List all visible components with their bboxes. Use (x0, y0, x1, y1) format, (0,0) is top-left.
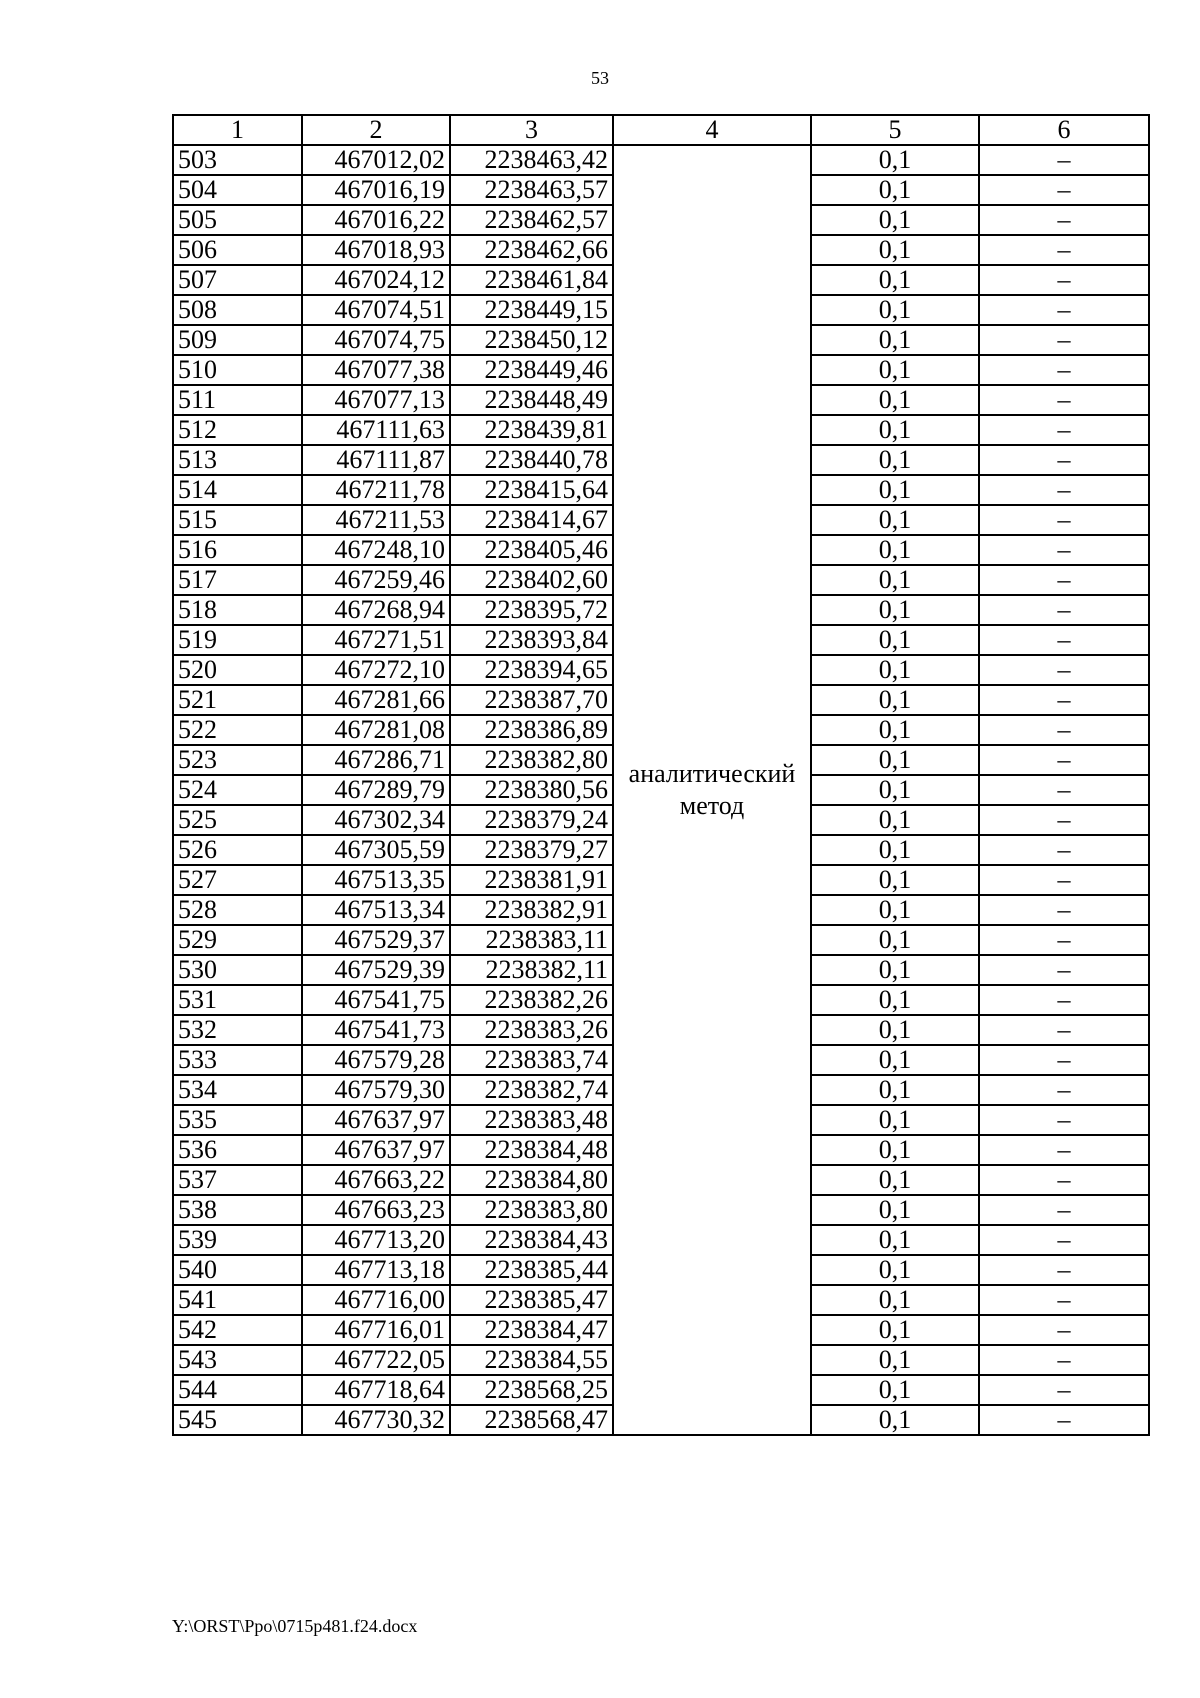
accuracy-cell: 0,1 (811, 1195, 979, 1225)
y-coordinate-cell: 2238382,26 (450, 985, 613, 1015)
y-coordinate-cell: 2238449,46 (450, 355, 613, 385)
accuracy-cell: 0,1 (811, 295, 979, 325)
y-coordinate-cell: 2238384,48 (450, 1135, 613, 1165)
x-coordinate-cell: 467637,97 (302, 1135, 450, 1165)
accuracy-cell: 0,1 (811, 1405, 979, 1435)
x-coordinate-cell: 467716,01 (302, 1315, 450, 1345)
dash-cell: – (979, 805, 1149, 835)
y-coordinate-cell: 2238463,42 (450, 145, 613, 175)
y-coordinate-cell: 2238384,80 (450, 1165, 613, 1195)
header-cell-4: 4 (613, 115, 811, 145)
accuracy-cell: 0,1 (811, 775, 979, 805)
y-coordinate-cell: 2238415,64 (450, 475, 613, 505)
dash-cell: – (979, 1405, 1149, 1435)
x-coordinate-cell: 467018,93 (302, 235, 450, 265)
accuracy-cell: 0,1 (811, 265, 979, 295)
accuracy-cell: 0,1 (811, 655, 979, 685)
x-coordinate-cell: 467529,39 (302, 955, 450, 985)
dash-cell: – (979, 235, 1149, 265)
table-header-row (173, 115, 1149, 145)
point-number-cell: 511 (173, 385, 302, 415)
x-coordinate-cell: 467272,10 (302, 655, 450, 685)
dash-cell: – (979, 325, 1149, 355)
coordinates-table (172, 114, 1150, 1436)
x-coordinate-cell: 467016,19 (302, 175, 450, 205)
accuracy-cell: 0,1 (811, 715, 979, 745)
point-number-cell: 541 (173, 1285, 302, 1315)
accuracy-cell: 0,1 (811, 985, 979, 1015)
point-number-cell: 538 (173, 1195, 302, 1225)
accuracy-cell: 0,1 (811, 565, 979, 595)
dash-cell: – (979, 265, 1149, 295)
x-coordinate-cell: 467024,12 (302, 265, 450, 295)
y-coordinate-cell: 2238414,67 (450, 505, 613, 535)
dash-cell: – (979, 865, 1149, 895)
point-number-cell: 503 (173, 145, 302, 175)
x-coordinate-cell: 467663,22 (302, 1165, 450, 1195)
method-cell (613, 145, 811, 1435)
accuracy-cell: 0,1 (811, 175, 979, 205)
accuracy-cell: 0,1 (811, 1375, 979, 1405)
header-cell-1: 1 (173, 115, 302, 145)
x-coordinate-cell: 467271,51 (302, 625, 450, 655)
dash-cell: – (979, 655, 1149, 685)
dash-cell: – (979, 1105, 1149, 1135)
point-number-cell: 515 (173, 505, 302, 535)
dash-cell: – (979, 295, 1149, 325)
y-coordinate-cell: 2238382,74 (450, 1075, 613, 1105)
point-number-cell: 521 (173, 685, 302, 715)
x-coordinate-cell: 467716,00 (302, 1285, 450, 1315)
x-coordinate-cell: 467722,05 (302, 1345, 450, 1375)
x-coordinate-cell: 467286,71 (302, 745, 450, 775)
point-number-cell: 512 (173, 415, 302, 445)
y-coordinate-cell: 2238394,65 (450, 655, 613, 685)
dash-cell: – (979, 685, 1149, 715)
x-coordinate-cell: 467111,63 (302, 415, 450, 445)
point-number-cell: 528 (173, 895, 302, 925)
dash-cell: – (979, 895, 1149, 925)
y-coordinate-cell: 2238448,49 (450, 385, 613, 415)
x-coordinate-cell: 467713,18 (302, 1255, 450, 1285)
y-coordinate-cell: 2238379,24 (450, 805, 613, 835)
accuracy-cell: 0,1 (811, 805, 979, 835)
dash-cell: – (979, 1195, 1149, 1225)
point-number-cell: 534 (173, 1075, 302, 1105)
accuracy-cell: 0,1 (811, 625, 979, 655)
x-coordinate-cell: 467718,64 (302, 1375, 450, 1405)
y-coordinate-cell: 2238381,91 (450, 865, 613, 895)
x-coordinate-cell: 467211,53 (302, 505, 450, 535)
x-coordinate-cell: 467579,30 (302, 1075, 450, 1105)
y-coordinate-cell: 2238450,12 (450, 325, 613, 355)
accuracy-cell: 0,1 (811, 415, 979, 445)
dash-cell: – (979, 505, 1149, 535)
accuracy-cell: 0,1 (811, 505, 979, 535)
y-coordinate-cell: 2238384,47 (450, 1315, 613, 1345)
accuracy-cell: 0,1 (811, 325, 979, 355)
accuracy-cell: 0,1 (811, 205, 979, 235)
accuracy-cell: 0,1 (811, 835, 979, 865)
point-number-cell: 533 (173, 1045, 302, 1075)
point-number-cell: 537 (173, 1165, 302, 1195)
x-coordinate-cell: 467248,10 (302, 535, 450, 565)
dash-cell: – (979, 1165, 1149, 1195)
y-coordinate-cell: 2238382,91 (450, 895, 613, 925)
y-coordinate-cell: 2238383,48 (450, 1105, 613, 1135)
accuracy-cell: 0,1 (811, 1345, 979, 1375)
dash-cell: – (979, 775, 1149, 805)
x-coordinate-cell: 467637,97 (302, 1105, 450, 1135)
page-number: 53 (591, 68, 609, 88)
point-number-cell: 523 (173, 745, 302, 775)
y-coordinate-cell: 2238383,80 (450, 1195, 613, 1225)
accuracy-cell: 0,1 (811, 925, 979, 955)
y-coordinate-cell: 2238379,27 (450, 835, 613, 865)
x-coordinate-cell: 467016,22 (302, 205, 450, 235)
header-cell-3: 3 (450, 115, 613, 145)
accuracy-cell: 0,1 (811, 1165, 979, 1195)
accuracy-cell: 0,1 (811, 535, 979, 565)
y-coordinate-cell: 2238385,47 (450, 1285, 613, 1315)
y-coordinate-cell: 2238385,44 (450, 1255, 613, 1285)
accuracy-cell: 0,1 (811, 1225, 979, 1255)
x-coordinate-cell: 467713,20 (302, 1225, 450, 1255)
accuracy-cell: 0,1 (811, 745, 979, 775)
x-coordinate-cell: 467281,08 (302, 715, 450, 745)
accuracy-cell: 0,1 (811, 685, 979, 715)
x-coordinate-cell: 467077,13 (302, 385, 450, 415)
dash-cell: – (979, 1075, 1149, 1105)
x-coordinate-cell: 467111,87 (302, 445, 450, 475)
dash-cell: – (979, 355, 1149, 385)
dash-cell: – (979, 985, 1149, 1015)
x-coordinate-cell: 467663,23 (302, 1195, 450, 1225)
point-number-cell: 527 (173, 865, 302, 895)
point-number-cell: 524 (173, 775, 302, 805)
point-number-cell: 529 (173, 925, 302, 955)
point-number-cell: 539 (173, 1225, 302, 1255)
accuracy-cell: 0,1 (811, 1135, 979, 1165)
accuracy-cell: 0,1 (811, 355, 979, 385)
y-coordinate-cell: 2238383,74 (450, 1045, 613, 1075)
x-coordinate-cell: 467268,94 (302, 595, 450, 625)
y-coordinate-cell: 2238462,57 (450, 205, 613, 235)
y-coordinate-cell: 2238382,11 (450, 955, 613, 985)
dash-cell: – (979, 625, 1149, 655)
x-coordinate-cell: 467077,38 (302, 355, 450, 385)
x-coordinate-cell: 467074,51 (302, 295, 450, 325)
method-text: метод (679, 791, 745, 820)
table-body (173, 115, 1149, 1435)
dash-cell: – (979, 1225, 1149, 1255)
accuracy-cell: 0,1 (811, 385, 979, 415)
point-number-cell: 520 (173, 655, 302, 685)
point-number-cell: 505 (173, 205, 302, 235)
y-coordinate-cell: 2238387,70 (450, 685, 613, 715)
point-number-cell: 507 (173, 265, 302, 295)
accuracy-cell: 0,1 (811, 475, 979, 505)
point-number-cell: 518 (173, 595, 302, 625)
file-path-footer: Y:\ORST\Ppo\0715p481.f24.docx (172, 1616, 418, 1636)
accuracy-cell: 0,1 (811, 895, 979, 925)
x-coordinate-cell: 467579,28 (302, 1045, 450, 1075)
point-number-cell: 530 (173, 955, 302, 985)
dash-cell: – (979, 745, 1149, 775)
accuracy-cell: 0,1 (811, 1315, 979, 1345)
y-coordinate-cell: 2238449,15 (450, 295, 613, 325)
accuracy-cell: 0,1 (811, 1015, 979, 1045)
accuracy-cell: 0,1 (811, 1255, 979, 1285)
x-coordinate-cell: 467513,35 (302, 865, 450, 895)
dash-cell: – (979, 1285, 1149, 1315)
dash-cell: – (979, 1255, 1149, 1285)
x-coordinate-cell: 467211,78 (302, 475, 450, 505)
point-number-cell: 545 (173, 1405, 302, 1435)
point-number-cell: 526 (173, 835, 302, 865)
dash-cell: – (979, 205, 1149, 235)
point-number-cell: 510 (173, 355, 302, 385)
x-coordinate-cell: 467529,37 (302, 925, 450, 955)
x-coordinate-cell: 467541,75 (302, 985, 450, 1015)
y-coordinate-cell: 2238568,47 (450, 1405, 613, 1435)
dash-cell: – (979, 385, 1149, 415)
point-number-cell: 535 (173, 1105, 302, 1135)
x-coordinate-cell: 467289,79 (302, 775, 450, 805)
header-cell-2: 2 (302, 115, 450, 145)
dash-cell: – (979, 145, 1149, 175)
point-number-cell: 525 (173, 805, 302, 835)
dash-cell: – (979, 1015, 1149, 1045)
point-number-cell: 542 (173, 1315, 302, 1345)
point-number-cell: 532 (173, 1015, 302, 1045)
accuracy-cell: 0,1 (811, 445, 979, 475)
x-coordinate-cell: 467281,66 (302, 685, 450, 715)
y-coordinate-cell: 2238386,89 (450, 715, 613, 745)
y-coordinate-cell: 2238393,84 (450, 625, 613, 655)
dash-cell: – (979, 925, 1149, 955)
accuracy-cell: 0,1 (811, 865, 979, 895)
point-number-cell: 522 (173, 715, 302, 745)
point-number-cell: 514 (173, 475, 302, 505)
x-coordinate-cell: 467012,02 (302, 145, 450, 175)
dash-cell: – (979, 175, 1149, 205)
y-coordinate-cell: 2238462,66 (450, 235, 613, 265)
dash-cell: – (979, 1135, 1149, 1165)
dash-cell: – (979, 955, 1149, 985)
point-number-cell: 540 (173, 1255, 302, 1285)
accuracy-cell: 0,1 (811, 1285, 979, 1315)
accuracy-cell: 0,1 (811, 235, 979, 265)
point-number-cell: 516 (173, 535, 302, 565)
header-cell-6: 6 (979, 115, 1149, 145)
y-coordinate-cell: 2238439,81 (450, 415, 613, 445)
dash-cell: – (979, 415, 1149, 445)
y-coordinate-cell: 2238383,11 (450, 925, 613, 955)
dash-cell: – (979, 1315, 1149, 1345)
y-coordinate-cell: 2238568,25 (450, 1375, 613, 1405)
table-row (173, 145, 1149, 175)
dash-cell: – (979, 565, 1149, 595)
point-number-cell: 513 (173, 445, 302, 475)
y-coordinate-cell: 2238405,46 (450, 535, 613, 565)
point-number-cell: 504 (173, 175, 302, 205)
y-coordinate-cell: 2238402,60 (450, 565, 613, 595)
y-coordinate-cell: 2238380,56 (450, 775, 613, 805)
point-number-cell: 509 (173, 325, 302, 355)
dash-cell: – (979, 535, 1149, 565)
accuracy-cell: 0,1 (811, 1045, 979, 1075)
x-coordinate-cell: 467541,73 (302, 1015, 450, 1045)
dash-cell: – (979, 715, 1149, 745)
dash-cell: – (979, 1375, 1149, 1405)
dash-cell: – (979, 1045, 1149, 1075)
dash-cell: – (979, 445, 1149, 475)
dash-cell: – (979, 475, 1149, 505)
y-coordinate-cell: 2238463,57 (450, 175, 613, 205)
x-coordinate-cell: 467513,34 (302, 895, 450, 925)
accuracy-cell: 0,1 (811, 955, 979, 985)
point-number-cell: 531 (173, 985, 302, 1015)
point-number-cell: 536 (173, 1135, 302, 1165)
y-coordinate-cell: 2238461,84 (450, 265, 613, 295)
point-number-cell: 543 (173, 1345, 302, 1375)
accuracy-cell: 0,1 (811, 1075, 979, 1105)
y-coordinate-cell: 2238383,26 (450, 1015, 613, 1045)
y-coordinate-cell: 2238384,43 (450, 1225, 613, 1255)
accuracy-cell: 0,1 (811, 145, 979, 175)
y-coordinate-cell: 2238384,55 (450, 1345, 613, 1375)
x-coordinate-cell: 467302,34 (302, 805, 450, 835)
point-number-cell: 519 (173, 625, 302, 655)
point-number-cell: 517 (173, 565, 302, 595)
x-coordinate-cell: 467259,46 (302, 565, 450, 595)
accuracy-cell: 0,1 (811, 1105, 979, 1135)
dash-cell: – (979, 1345, 1149, 1375)
y-coordinate-cell: 2238440,78 (450, 445, 613, 475)
header-cell-5: 5 (811, 115, 979, 145)
x-coordinate-cell: 467074,75 (302, 325, 450, 355)
point-number-cell: 544 (173, 1375, 302, 1405)
dash-cell: – (979, 595, 1149, 625)
y-coordinate-cell: 2238382,80 (450, 745, 613, 775)
x-coordinate-cell: 467730,32 (302, 1405, 450, 1435)
dash-cell: – (979, 835, 1149, 865)
method-text: аналитический (628, 759, 796, 788)
x-coordinate-cell: 467305,59 (302, 835, 450, 865)
accuracy-cell: 0,1 (811, 595, 979, 625)
point-number-cell: 508 (173, 295, 302, 325)
point-number-cell: 506 (173, 235, 302, 265)
y-coordinate-cell: 2238395,72 (450, 595, 613, 625)
